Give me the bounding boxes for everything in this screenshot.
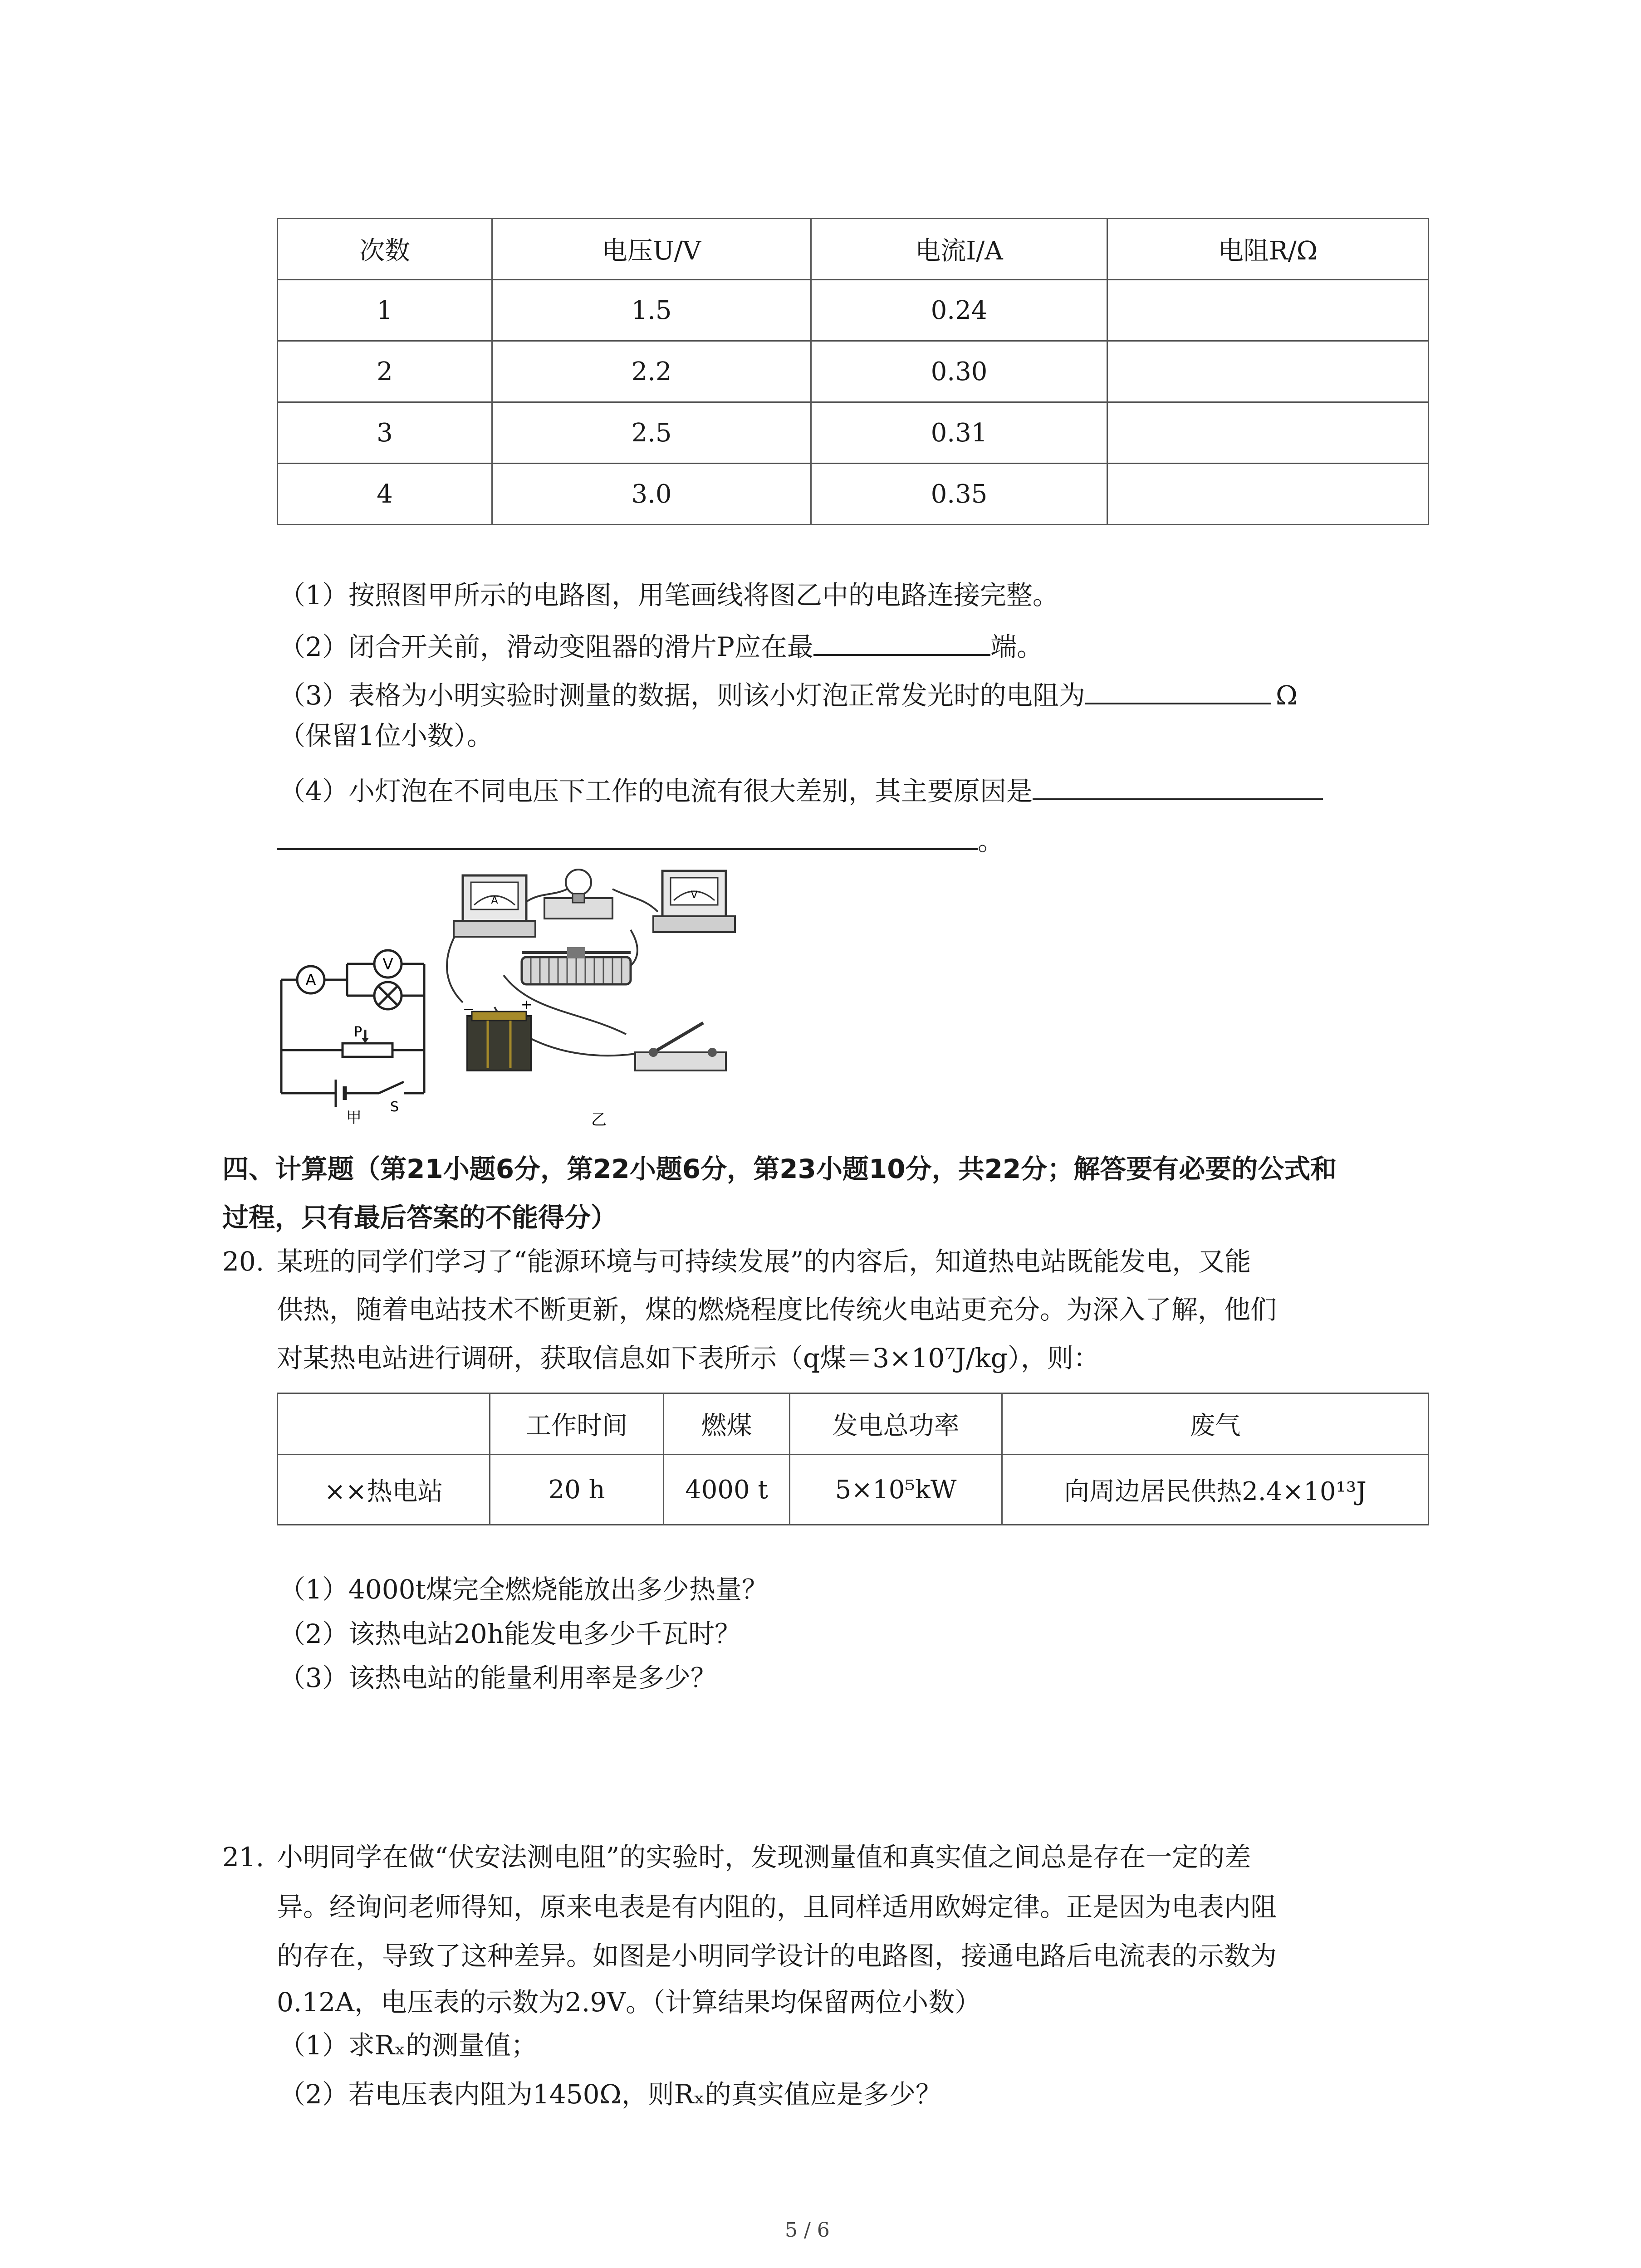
table-cell [1107, 402, 1429, 464]
q20-sub1: （1）4000t煤完全燃烧能放出多少热量？ [279, 1574, 768, 1605]
slider-label: P [354, 1024, 362, 1040]
q19-sub4-end: 。 [978, 826, 1004, 856]
answer-blank[interactable] [1033, 775, 1323, 800]
switch-device [635, 1023, 726, 1070]
table-cell: 0.31 [811, 402, 1107, 464]
q19-sub2 [279, 631, 1043, 660]
power-station-table [277, 1393, 1429, 1525]
section-heading-line2: 过程，只有最后答案的不能得分） [222, 1202, 617, 1233]
table-row [278, 464, 1429, 525]
switch-label: S [390, 1099, 399, 1115]
table-cell: 0.35 [811, 464, 1107, 525]
table-cell: 0.24 [811, 280, 1107, 341]
table-cell: 1 [278, 280, 492, 341]
q21-text-line4: 0.12A，电压表的示数为2.9V。（计算结果均保留两位小数） [277, 1987, 981, 2018]
table-row [278, 341, 1429, 402]
battery-plus: + [521, 997, 533, 1013]
q19-sub3-text: （3）表格为小明实验时测量的数据，则该小灯泡正常发光时的电阻为 [279, 680, 1085, 711]
answer-blank[interactable] [813, 631, 990, 656]
table-cell [1107, 341, 1429, 402]
table-cell: 3 [278, 402, 492, 464]
ammeter-symbol: A [305, 971, 316, 989]
battery-device [463, 997, 532, 1070]
page-number: 5 / 6 [785, 2219, 830, 2242]
q19-sub1: （1）按照图甲所示的电路图，用笔画线将图乙中的电路连接完整。 [279, 580, 1059, 611]
table-cell: 2.2 [492, 341, 811, 402]
table-cell: 向周边居民供热2.4×10¹³J [1002, 1455, 1429, 1525]
table-header-cell: 废气 [1002, 1393, 1429, 1455]
voltmeter-device-label: V [691, 890, 698, 901]
lamp-device [544, 870, 612, 919]
q21-sub2: （2）若电压表内阻为1450Ω，则Rₓ的真实值应是多少？ [279, 2079, 942, 2110]
figure-label-yi: 乙 [591, 1111, 607, 1129]
table-cell [1107, 280, 1429, 341]
table-row [278, 402, 1429, 464]
table-cell: 2 [278, 341, 492, 402]
q19-sub2-end: 端。 [990, 631, 1043, 662]
q20-text-line1: 某班的同学们学习了“能源环境与可持续发展”的内容后，知道热电站既能发电，又能 [277, 1246, 1251, 1277]
q20-text-line3: 对某热电站进行调研，获取信息如下表所示（q煤＝3×10⁷J/kg），则： [277, 1343, 1100, 1374]
table-header-cell: 工作时间 [490, 1393, 664, 1455]
q19-sub3-unit: Ω [1275, 680, 1298, 711]
figure-label-jia: 甲 [346, 1109, 362, 1125]
table-header-cell [278, 1393, 490, 1455]
table-cell: 4 [278, 464, 492, 525]
q20-sub2: （2）该热电站20h能发电多少千瓦时？ [279, 1618, 741, 1649]
table-cell: 4000 t [664, 1455, 790, 1525]
q21-text-line2: 异。经询问老师得知，原来电表是有内阻的，且同样适用欧姆定律。正是因为电表内阻 [277, 1892, 1277, 1922]
table-cell: 2.5 [492, 402, 811, 464]
table-cell: 1.5 [492, 280, 811, 341]
q19-sub2-text: （2）闭合开关前，滑动变阻器的滑片P应在最 [279, 631, 813, 662]
q20-sub3: （3）该热电站的能量利用率是多少？ [279, 1662, 717, 1693]
q19-sub4-text: （4）小灯泡在不同电压下工作的电流有很大差别，其主要原因是 [279, 776, 1033, 807]
ammeter-device [454, 875, 535, 937]
answer-blank[interactable] [277, 825, 978, 850]
table-header-cell: 发电总功率 [790, 1393, 1002, 1455]
answer-blank[interactable] [1085, 679, 1271, 704]
table-header-row [278, 1393, 1429, 1455]
circuit-diagram-jia [268, 921, 440, 1125]
q21-number: 21. [222, 1842, 265, 1872]
q19-sub3 [279, 679, 1298, 709]
data-table [277, 218, 1429, 525]
table-cell: 5×10⁵kW [790, 1455, 1002, 1525]
table-header-cell: 电阻R/Ω [1107, 219, 1429, 280]
q21-sub1: （1）求Rₓ的测量值； [279, 2030, 538, 2061]
voltmeter-symbol: V [382, 955, 393, 973]
table-header-cell: 燃煤 [664, 1393, 790, 1455]
table-cell: ××热电站 [278, 1455, 490, 1525]
table-row [278, 280, 1429, 341]
table-cell: 0.30 [811, 341, 1107, 402]
table-header-cell: 次数 [278, 219, 492, 280]
ammeter-device-label: A [491, 895, 498, 906]
q21-text-line1: 小明同学在做“伏安法测电阻”的实验时，发现测量值和真实值之间总是存在一定的差 [277, 1842, 1251, 1872]
table-row [278, 1455, 1429, 1525]
section-heading: 四、计算题（第21小题6分，第22小题6分，第23小题10分，共22分；解答要有必要的公式和 [222, 1154, 1337, 1184]
q19-sub4-line2 [277, 825, 1004, 854]
circuit-photo-yi [431, 862, 771, 1129]
table-cell [1107, 464, 1429, 525]
q21-text-line3: 的存在，导致了这种差异。如图是小明同学设计的电路图，接通电路后电流表的示数为 [277, 1941, 1277, 1971]
q19-sub3-note: （保留1位小数）。 [279, 720, 493, 751]
q20-text-line2: 供热，随着电站技术不断更新，煤的燃烧程度比传统火电站更充分。为深入了解，他们 [277, 1294, 1277, 1325]
table-header-cell: 电流I/A [811, 219, 1107, 280]
table-header-row [278, 219, 1429, 280]
table-cell: 3.0 [492, 464, 811, 525]
battery-minus: − [463, 1002, 475, 1017]
table-header-cell: 电压U/V [492, 219, 811, 280]
table-cell: 20 h [490, 1455, 664, 1525]
rheostat-device [522, 947, 631, 984]
q19-sub4 [279, 775, 1323, 807]
voltmeter-device [653, 871, 735, 932]
q20-number: 20. [222, 1246, 265, 1277]
